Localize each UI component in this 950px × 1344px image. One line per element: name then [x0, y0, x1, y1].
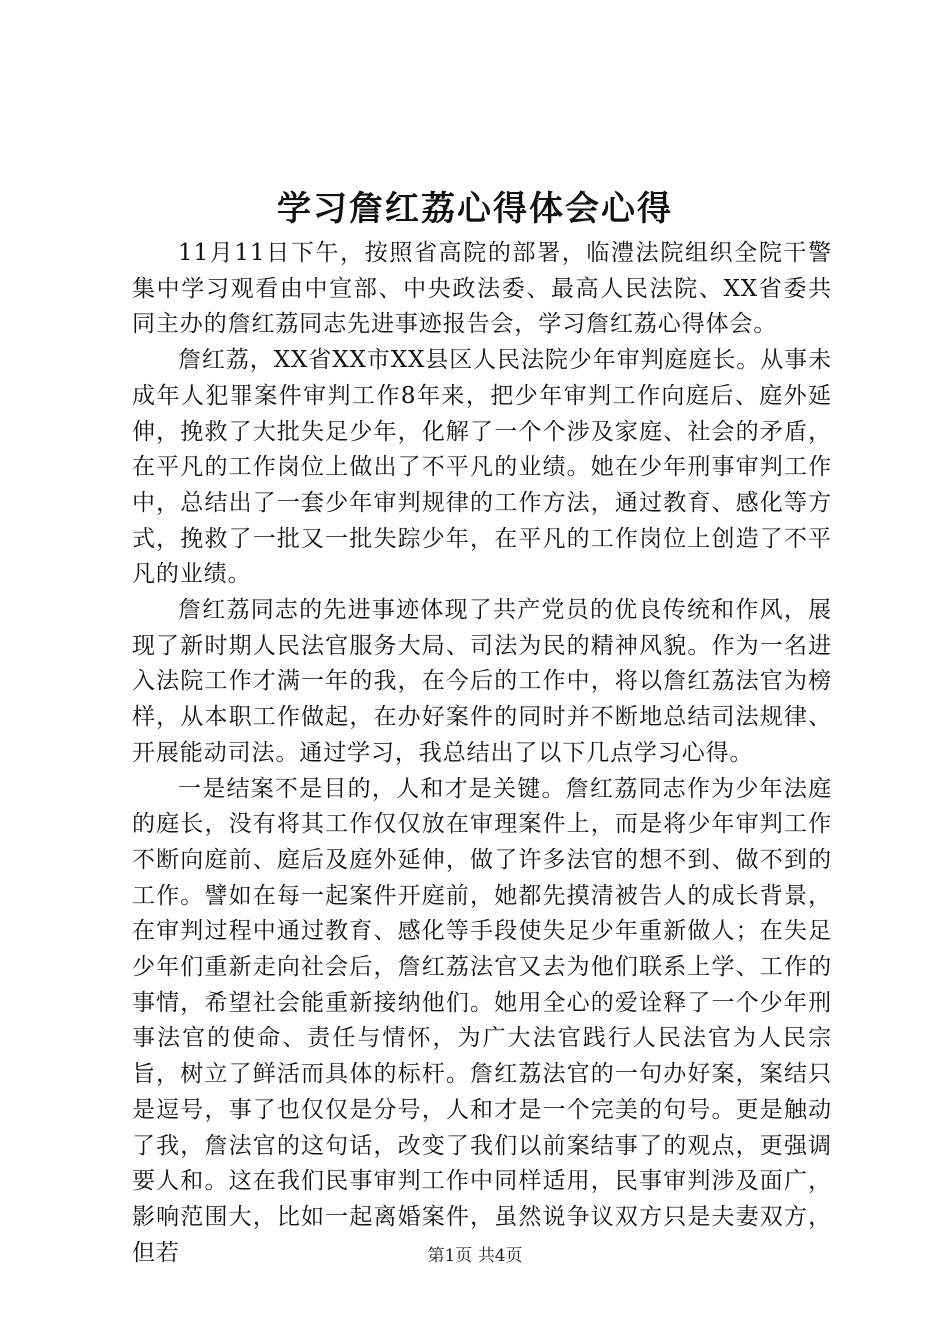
paragraph-3: 詹红荔同志的先进事迹体现了共产党员的优良传统和作风，展现了新时期人民法官服务大局、司法为民的精神风貌。作为一名进入法院工作才满一年的我，在今后的工作中，将以詹红荔法官为榜样，从本职工作做起，在办好案件的同时并不断地总结司法规律、开展能动司法。通过学习，我总结出了以下几点学习心得。: [132, 597, 832, 766]
document-title: 学习詹红荔心得体会心得: [277, 189, 673, 229]
paragraph-4: 一是结案不是目的，人和才是关键。詹红荔同志作为少年法庭的庭长，没有将其工作仅仅放在审理案件上，而是将少年审判工作不断向庭前、庭后及庭外延伸，做了许多法官的想不到、做不到的工作。譬如在每一起案件开庭前，她都先摸清被告人的成长背景，在审判过程中通过教育、感化等手段使失足少年重新做人；在失足少年们重新走向社会后，詹红荔法官又去为他们联系上学、工作的事情，希望社会能重新接纳他们。她用全心的爱诠释了一个少年刑事法官的使命、责任与情怀，为广大法官践行人民法官为人民宗旨，树立了鲜活而具体的标杆。詹红荔法官的一句办好案，案结只是逗号，事了也仅仅是分号，人和才是一个完美的句号。更是触动了我，詹法官的这句话，改变了我们以前案结事了的观点，更强调要人和。这在我们民事审判工作中同样适用，民事审判涉及面广，影响范围大，比如一起离婚案件，虽然说争议双方只是夫妻双方，但若: [132, 775, 832, 1266]
paragraph-1: 11月11日下午，按照省高院的部署，临澧法院组织全院干警集中学习观看由中宣部、中央政法委、最高人民法院、XX省委共同主办的詹红荔同志先进事迹报告会，学习詹红荔心得体会。: [132, 240, 832, 338]
page-number-footer: 第1页 共4页: [427, 1246, 523, 1266]
paragraph-2: 詹红荔，XX省XX市XX县区人民法院少年审判庭庭长。从事未成年人犯罪案件审判工作8年来，把少年审判工作向庭后、庭外延伸，挽救了大批失足少年，化解了一个个涉及家庭、社会的矛盾，在平凡的工作岗位上做出了不平凡的业绩。她在少年刑事审判工作中，总结出了一套少年审判规律的工作方法，通过教育、感化等方式，挽救了一批又一批失踪少年，在平凡的工作岗位上创造了不平凡的业绩。: [132, 347, 832, 588]
document-body: [132, 236, 832, 1271]
